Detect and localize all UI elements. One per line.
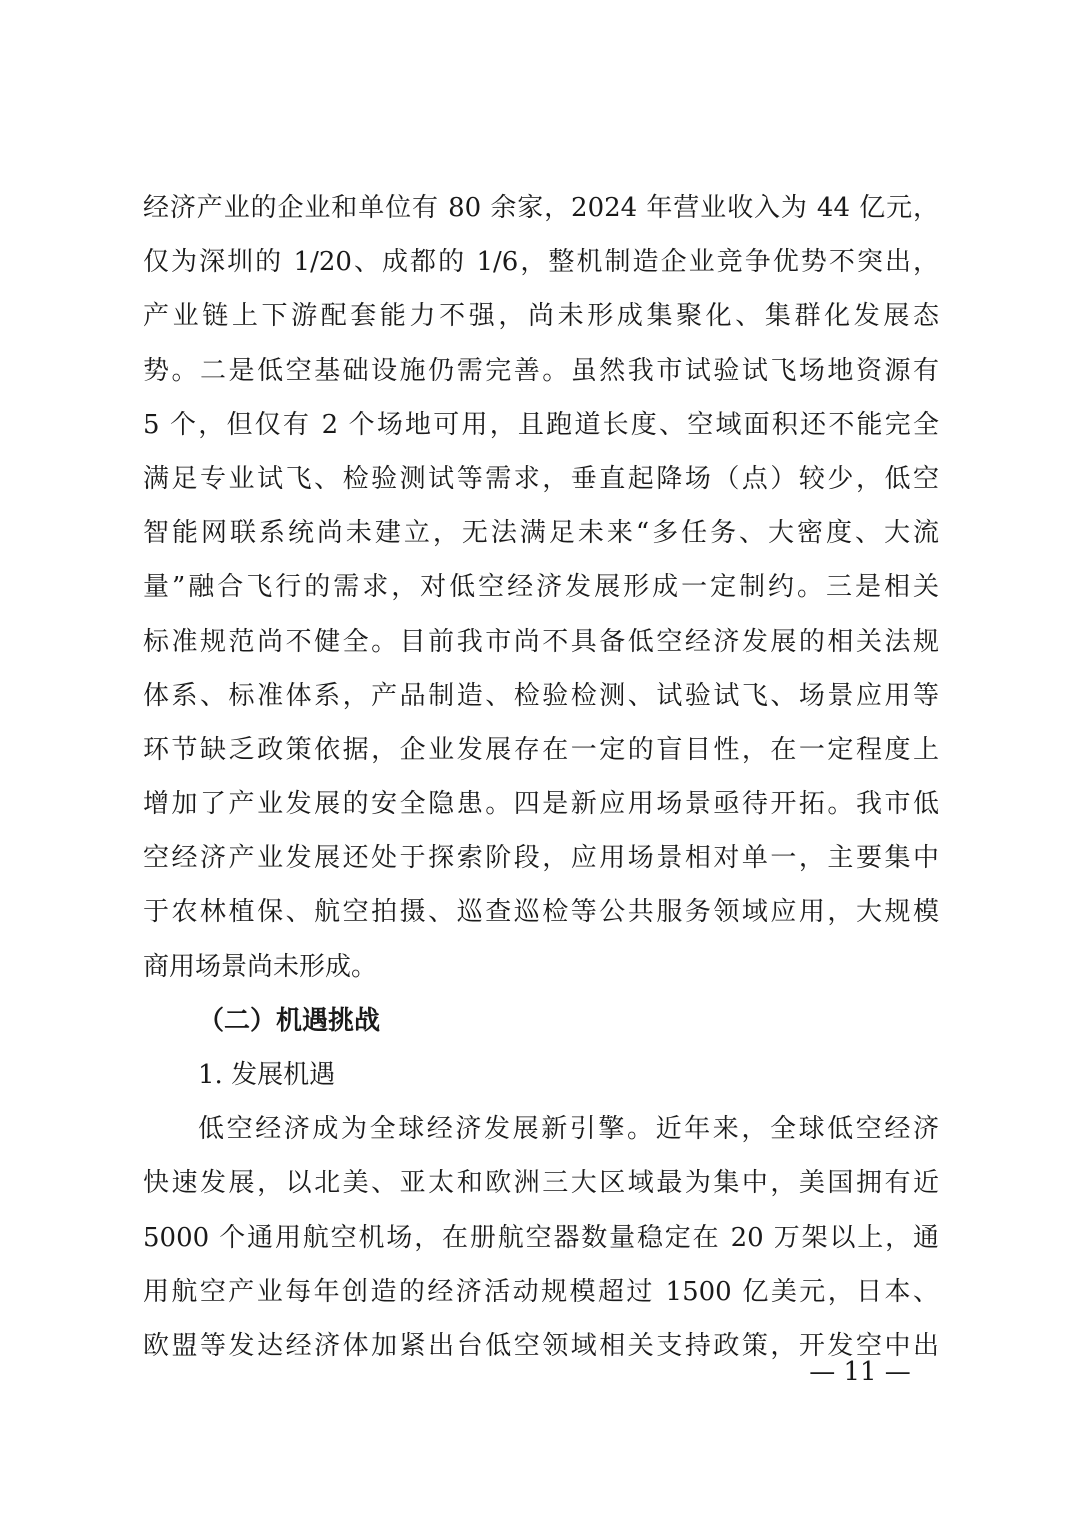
section-heading: （二）机遇挑战: [198, 1005, 381, 1036]
text-line: 快速发展，以北美、亚太和欧洲三大区域最为集中，美国拥有近: [143, 1168, 939, 1199]
text-line: 欧盟等发达经济体加紧出台低空领域相关支持政策，开发空中出: [143, 1330, 939, 1361]
text-line: 于农林植保、航空拍摄、巡查巡检等公共服务领域应用，大规模: [143, 897, 939, 928]
text-line: 用航空产业每年创造的经济活动规模超过 1500 亿美元，日本、: [143, 1276, 939, 1307]
text-line: 产业链上下游配套能力不强，尚未形成集聚化、集群化发展态: [143, 301, 939, 332]
body-text: [143, 181, 939, 1373]
text-line: 体系、标准体系，产品制造、检验检测、试验试飞、场景应用等: [143, 680, 939, 711]
text-line: 5000 个通用航空机场，在册航空器数量稳定在 20 万架以上，通: [143, 1222, 939, 1253]
text-line: 环节缺乏政策依据，企业发展存在一定的盲目性，在一定程度上: [143, 734, 939, 765]
text-line: 低空经济成为全球经济发展新引擎。近年来，全球低空经济: [198, 1114, 939, 1145]
text-line: 空经济产业发展还处于探索阶段，应用场景相对单一，主要集中: [143, 843, 939, 874]
page-number: — 11 —: [809, 1357, 911, 1387]
text-line: 量”融合飞行的需求，对低空经济发展形成一定制约。三是相关: [143, 572, 939, 603]
text-line: 满足专业试飞、检验测试等需求，垂直起降场（点）较少，低空: [143, 463, 939, 494]
text-line: 标准规范尚不健全。目前我市尚不具备低空经济发展的相关法规: [143, 626, 939, 657]
text-line: 智能网联系统尚未建立，无法满足未来“多任务、大密度、大流: [143, 518, 939, 549]
subsection-heading: 1. 发展机遇: [198, 1060, 336, 1090]
text-line: 仅为深圳的 1/20、成都的 1/6，整机制造企业竞争优势不突出，: [143, 247, 939, 278]
text-line: 经济产业的企业和单位有 80 余家，2024 年营业收入为 44 亿元，: [143, 193, 939, 223]
text-line: 5 个，但仅有 2 个场地可用，且跑道长度、空域面积还不能完全: [143, 409, 939, 440]
text-line: 势。二是低空基础设施仍需完善。虽然我市试验试飞场地资源有: [143, 355, 939, 386]
text-line: 商用场景尚未形成。: [143, 951, 378, 982]
text-line: 增加了产业发展的安全隐患。四是新应用场景亟待开拓。我市低: [143, 789, 939, 820]
